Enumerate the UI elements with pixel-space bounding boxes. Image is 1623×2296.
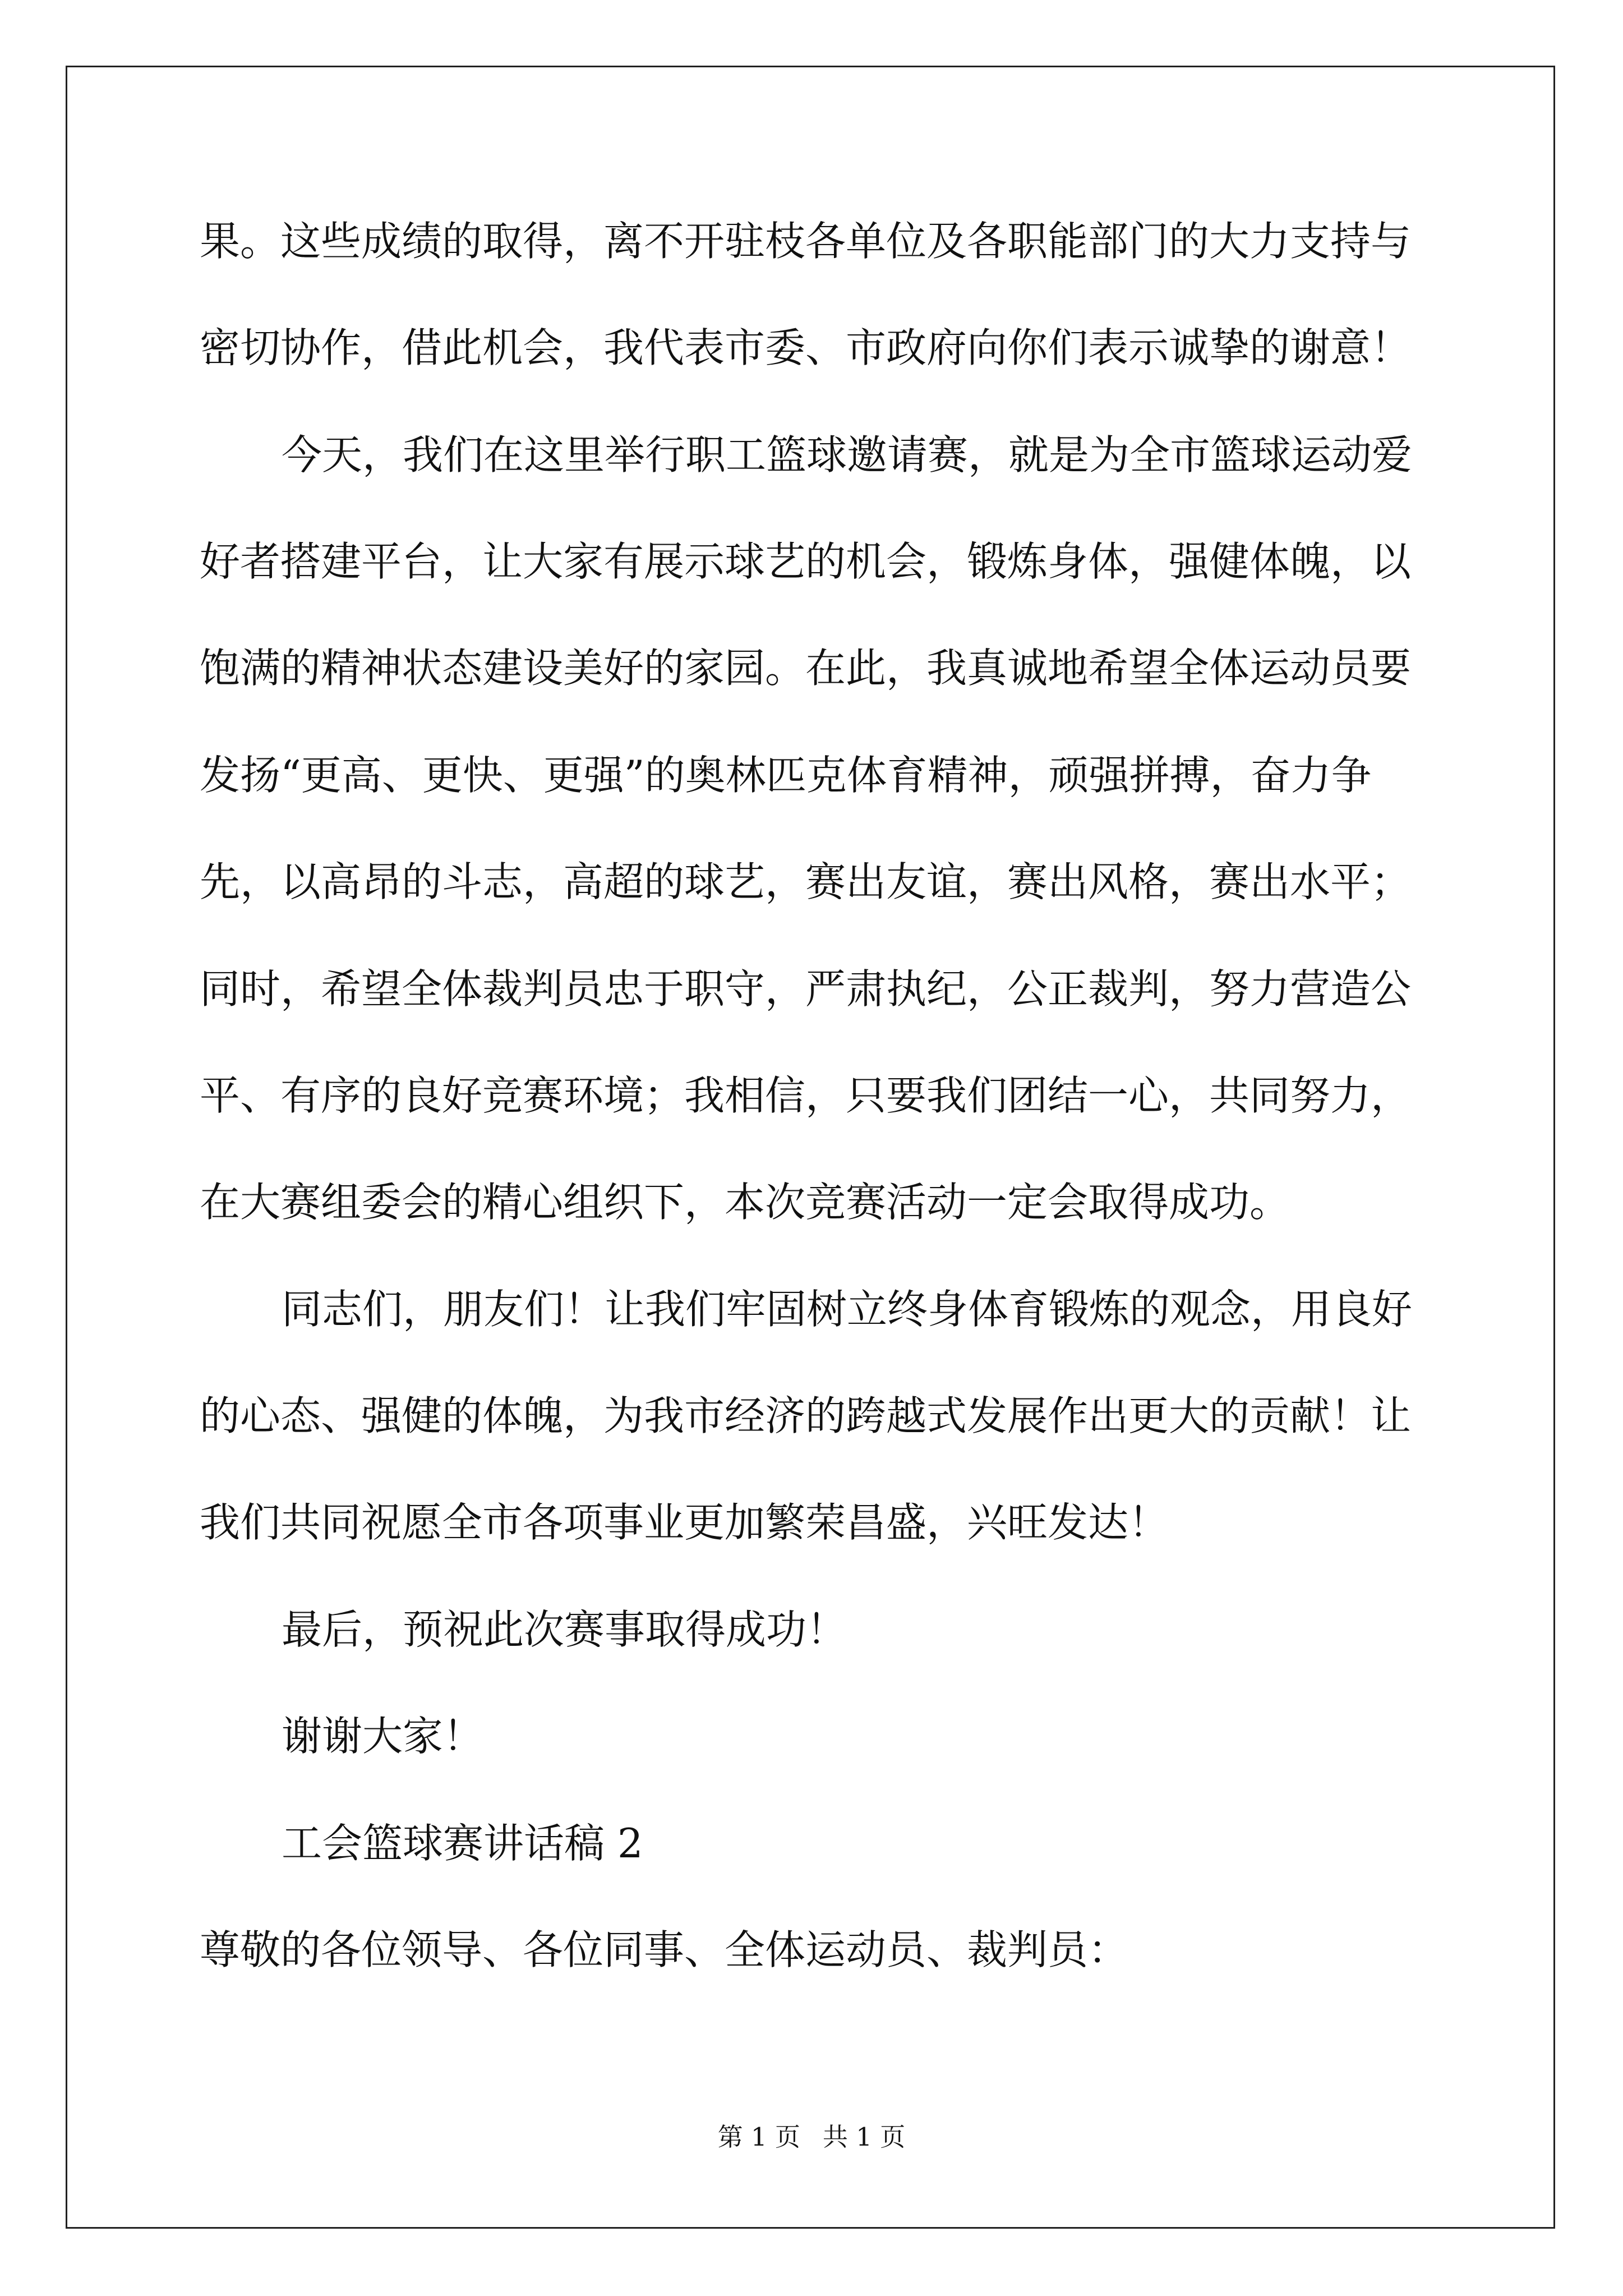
- salutation: 尊敬的各位领导、各位同事、全体运动员、裁判员：: [200, 1926, 1129, 1973]
- page-footer: [0, 2122, 1623, 2153]
- text-line: 饱满的精神状态建设美好的家园。在此，我真诚地希望全体运动员要: [200, 645, 1412, 692]
- text-line: 同时，希望全体裁判员忠于职守，严肃执纪，公正裁判，努力营造公: [200, 965, 1412, 1013]
- page-total: 共 1 页: [823, 2122, 906, 2152]
- paragraph-first-line: 谢谢大家！: [282, 1713, 484, 1760]
- text-line: 在大赛组委会的精心组织下，本次竞赛活动一定会取得成功。: [200, 1179, 1290, 1226]
- text-line: 果。这些成绩的取得，离不开驻枝各单位及各职能部门的大力支持与: [200, 218, 1412, 265]
- text-line: 平、有序的良好竞赛环境；我相信，只要我们团结一心，共同努力，: [200, 1072, 1412, 1119]
- text-line: 先，以高昂的斗志，高超的球艺，赛出友谊，赛出风格，赛出水平；: [200, 858, 1412, 905]
- section-title: 工会篮球赛讲话稿 2: [282, 1820, 643, 1867]
- text-line: 的心态、强健的体魄，为我市经济的跨越式发展作出更大的贡献！让: [200, 1392, 1412, 1439]
- text-line: 发扬“更高、更快、更强”的奥林匹克体育精神，顽强拼搏，奋力争: [200, 752, 1372, 799]
- text-line: 密切协作，借此机会，我代表市委、市政府向你们表示诚挚的谢意！: [200, 324, 1412, 371]
- paragraph-first-line: 最后，预祝此次赛事取得成功！: [282, 1606, 847, 1653]
- page-number: 第 1 页: [717, 2122, 800, 2152]
- paragraph-first-line: 同志们，朋友们！让我们牢固树立终身体育锻炼的观念，用良好: [282, 1286, 1413, 1333]
- text-line: 我们共同祝愿全市各项事业更加繁荣昌盛，兴旺发达！: [200, 1499, 1169, 1546]
- paragraph-first-line: 今天，我们在这里举行职工篮球邀请赛，就是为全市篮球运动爱: [282, 431, 1413, 478]
- page-border: [66, 66, 1555, 2229]
- text-line: 好者搭建平台，让大家有展示球艺的机会，锻炼身体，强健体魄，以: [200, 538, 1412, 585]
